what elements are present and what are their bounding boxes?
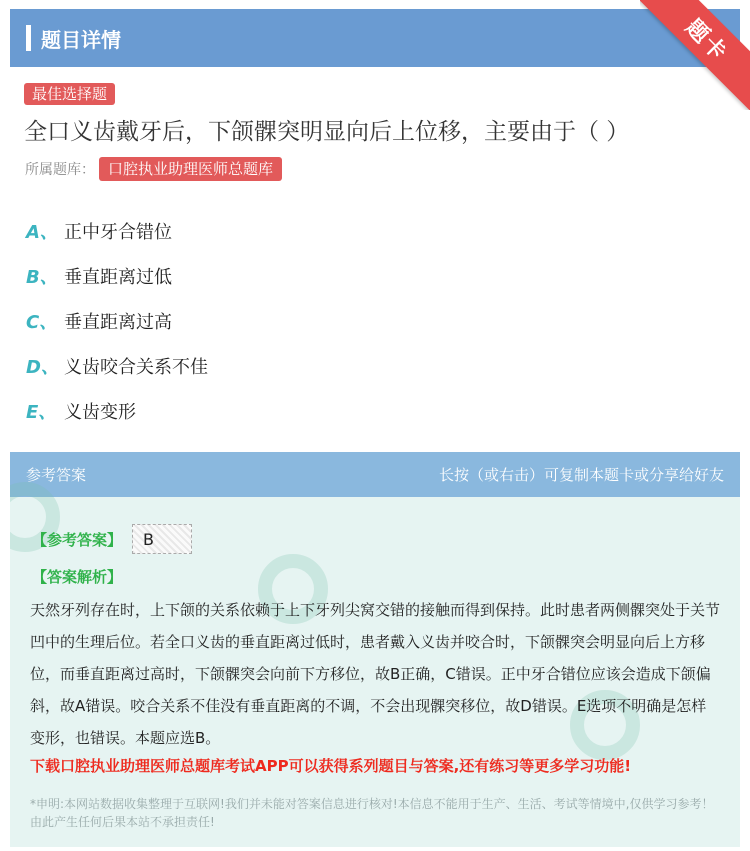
- reference-answer-value: B: [132, 524, 192, 554]
- option-a[interactable]: [26, 208, 726, 253]
- page-title: 题目详情: [41, 27, 121, 52]
- option-text: 垂直距离过低: [64, 266, 172, 288]
- option-letter: E、: [26, 401, 57, 423]
- option-c[interactable]: [26, 298, 726, 343]
- option-text: 义齿咬合关系不佳: [64, 356, 208, 378]
- bank-link[interactable]: 口腔执业助理医师总题库: [99, 157, 282, 181]
- disclaimer-text: *申明:本网站数据收集整理于互联网!我们并未能对答案信息进行核对!本信息不能用于生产、生活、考试等情境中,仅供学习参考！由此产生任何后果本站不承担责任!: [30, 797, 714, 829]
- header-accent: [26, 25, 31, 51]
- analysis-text: 天然牙列存在时，上下颌的关系依赖于上下牙列尖窝交错的接触而得到保持。此时患者两侧髁突处于关节凹中的生理后位。若全口义齿的垂直距离过低时，患者戴入义齿并咬合时，下颌髁突会明显向后上方移位，而垂直距离过高时，下颌髁突会向前下方移位，故B正确，C错误。正中牙合错位应该会造成下颌偏斜，故A错误。咬合关系不佳没有垂直距离的不调，不会出现髁突移位，故D错误。E选项不明确是怎样变形，也错误。本题应选B。: [30, 601, 721, 747]
- question-bank: [25, 157, 282, 181]
- reference-answer: [32, 524, 192, 554]
- option-text: 垂直距离过高: [64, 311, 172, 333]
- analysis-label: 【答案解析】: [32, 568, 123, 586]
- ribbon-label[interactable]: 题卡: [640, 0, 750, 110]
- option-letter: A、: [26, 221, 58, 243]
- option-letter: D、: [26, 356, 59, 378]
- bank-label: 所属题库：: [25, 162, 95, 178]
- option-letter: B、: [26, 266, 58, 288]
- option-e[interactable]: [26, 388, 726, 433]
- option-letter: C、: [26, 311, 58, 333]
- answer-panel: [10, 452, 740, 847]
- question-type-badge: 最佳选择题: [24, 83, 115, 105]
- option-d[interactable]: [26, 343, 726, 388]
- answer-panel-header: [10, 452, 740, 497]
- question-text-block: [24, 78, 724, 150]
- reference-answer-label: 【参考答案】: [32, 530, 123, 549]
- answer-panel-title: 参考答案: [26, 466, 87, 484]
- option-text: 义齿变形: [64, 401, 136, 423]
- option-b[interactable]: [26, 253, 726, 298]
- header-bar: [10, 9, 740, 67]
- share-hint: 长按（或右击）可复制本题卡或分享给好友: [438, 466, 724, 484]
- app-download-link[interactable]: 下载口腔执业助理医师总题库考试APP可以获得系列题目与答案,还有练习等更多学习功能!: [30, 757, 632, 775]
- options-list: [26, 208, 726, 433]
- question-text: 全口义齿戴牙后，下颌髁突明显向后上位移，主要由于（ ）: [24, 119, 630, 145]
- option-text: 正中牙合错位: [64, 221, 172, 243]
